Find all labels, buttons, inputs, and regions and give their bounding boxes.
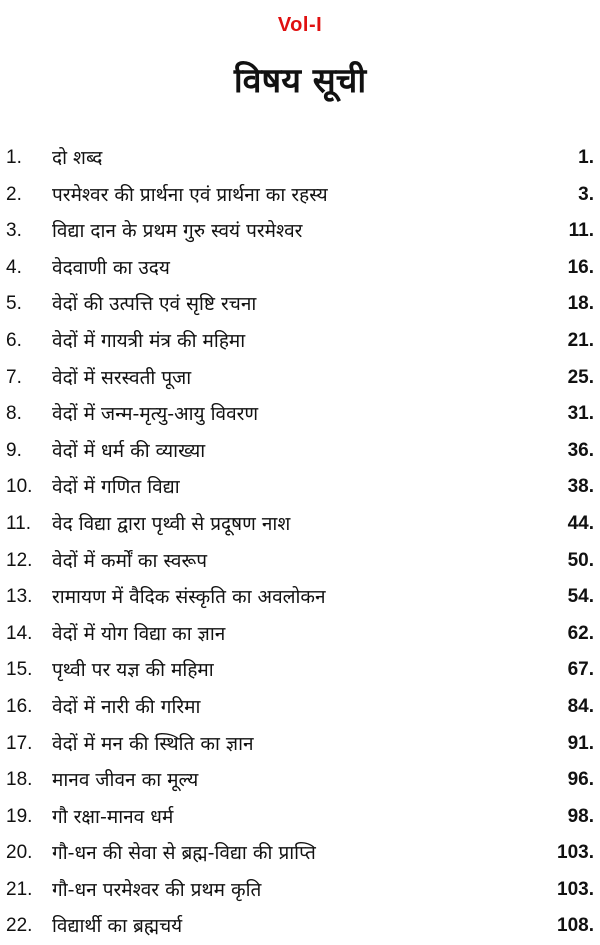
toc-entry-page: 98.	[567, 805, 594, 827]
toc-entry-title: वेदों में सरस्वती पूजा	[52, 366, 192, 389]
toc-entry	[0, 652, 600, 689]
toc-entry	[0, 396, 600, 433]
toc-entry-page: 50.	[567, 549, 594, 571]
toc-entry-number: 18.	[6, 769, 33, 791]
toc-entry-number: 6.	[6, 329, 22, 351]
toc-entry-title: वेदों में मन की स्थिति का ज्ञान	[52, 732, 254, 755]
toc-entry-number: 15.	[6, 659, 33, 681]
toc-entry-title: वेदों में गणित विद्या	[52, 476, 180, 499]
toc-entry-page: 62.	[567, 622, 594, 644]
toc-entry-title: मानव जीवन का मूल्य	[52, 769, 199, 792]
toc-entry	[0, 799, 600, 836]
toc-entry-title: गौ-धन की सेवा से ब्रह्म-विद्या की प्राप्ति	[52, 842, 316, 865]
toc-entry	[0, 433, 600, 470]
volume-label: Vol-I	[277, 14, 323, 36]
toc-entry-title: गौ-धन परमेश्वर की प्रथम कृति	[52, 878, 262, 901]
toc-entry-number: 5.	[6, 293, 22, 315]
toc-entry-page: 25.	[567, 366, 594, 388]
toc-entry	[0, 213, 600, 250]
toc-entry	[0, 579, 600, 616]
toc-entry-number: 4.	[6, 256, 22, 278]
toc-entry-number: 3.	[6, 220, 22, 242]
toc-entry	[0, 506, 600, 543]
toc-entry-page: 44.	[567, 512, 594, 534]
toc-entry-page: 108.	[557, 915, 594, 937]
toc-entry	[0, 689, 600, 726]
toc-entry	[0, 323, 600, 360]
toc-entry-page: 3.	[578, 183, 594, 205]
toc-entry-title: वेदों में धर्म की व्याख्या	[52, 439, 206, 462]
toc-entry-page: 38.	[567, 476, 594, 498]
toc-entry	[0, 360, 600, 397]
toc-entry-title: परमेश्वर की प्रार्थना एवं प्रार्थना का रहस्य	[52, 183, 328, 206]
toc-entry-title: वेदों में कर्मों का स्वरूप	[52, 549, 207, 572]
toc-entry-page: 11.	[568, 220, 594, 242]
toc-entry-number: 10.	[6, 476, 33, 498]
toc-entry-page: 16.	[567, 256, 594, 278]
toc-entry-title: गौ रक्षा-मानव धर्म	[52, 805, 174, 828]
toc-entry-page: 36.	[567, 439, 594, 461]
toc-entry-title: वेद विद्या द्वारा पृथ्वी से प्रदूषण नाश	[52, 512, 291, 535]
toc-entry-page: 54.	[567, 586, 594, 608]
toc-entry-title: वेदों की उत्पत्ति एवं सृष्टि रचना	[52, 293, 257, 316]
toc-entry-page: 103.	[557, 878, 594, 900]
toc-entry-page: 18.	[567, 293, 594, 315]
toc-entry-title: वेदों में नारी की गरिमा	[52, 695, 201, 718]
table-of-contents	[0, 140, 600, 945]
toc-entry-title: वेदों में योग विद्या का ज्ञान	[52, 622, 226, 645]
toc-entry-number: 2.	[6, 183, 22, 205]
toc-entry	[0, 762, 600, 799]
toc-entry-number: 14.	[6, 622, 33, 644]
toc-entry	[0, 616, 600, 653]
toc-entry-page: 1.	[578, 147, 594, 168]
toc-entry-number: 20.	[6, 842, 33, 864]
toc-entry	[0, 726, 600, 763]
toc-entry-page: 91.	[567, 732, 594, 754]
toc-entry-page: 21.	[567, 329, 594, 351]
toc-entry-number: 19.	[6, 805, 33, 827]
toc-entry	[0, 835, 600, 872]
toc-entry	[0, 469, 600, 506]
toc-entry	[0, 177, 600, 214]
toc-entry	[0, 140, 600, 177]
toc-entry-number: 9.	[6, 439, 22, 461]
toc-entry	[0, 250, 600, 287]
toc-entry-number: 12.	[6, 549, 33, 571]
toc-entry-number: 11.	[6, 512, 32, 534]
toc-entry-number: 17.	[6, 732, 33, 754]
toc-entry-page: 31.	[567, 403, 594, 425]
toc-entry-number: 21.	[6, 878, 33, 900]
toc-entry-page: 84.	[567, 695, 594, 717]
page-title: विषय सूची	[233, 61, 367, 101]
toc-entry	[0, 543, 600, 580]
toc-entry-title: विद्या दान के प्रथम गुरु स्वयं परमेश्वर	[52, 220, 303, 243]
toc-entry-number: 13.	[6, 586, 33, 608]
toc-entry-page: 67.	[567, 659, 594, 681]
toc-entry-title: विद्यार्थी का ब्रह्मचर्य	[52, 915, 183, 938]
toc-entry-title: वेदों में जन्म-मृत्यु-आयु विवरण	[52, 403, 259, 426]
toc-entry-number: 1.	[6, 147, 22, 168]
toc-entry-number: 16.	[6, 695, 33, 717]
toc-entry-title: रामायण में वैदिक संस्कृति का अवलोकन	[52, 586, 326, 609]
toc-entry-title: दो शब्द	[52, 147, 103, 169]
toc-entry-number: 22.	[6, 915, 33, 937]
toc-entry	[0, 872, 600, 909]
toc-entry-number: 8.	[6, 403, 22, 425]
toc-entry	[0, 286, 600, 323]
toc-entry-title: पृथ्वी पर यज्ञ की महिमा	[52, 659, 214, 682]
toc-entry-page: 103.	[557, 842, 594, 864]
toc-entry-number: 7.	[6, 366, 22, 388]
toc-entry-page: 96.	[567, 769, 594, 791]
toc-entry-title: वेदवाणी का उदय	[52, 256, 170, 279]
toc-entry-title: वेदों में गायत्री मंत्र की महिमा	[52, 329, 246, 352]
